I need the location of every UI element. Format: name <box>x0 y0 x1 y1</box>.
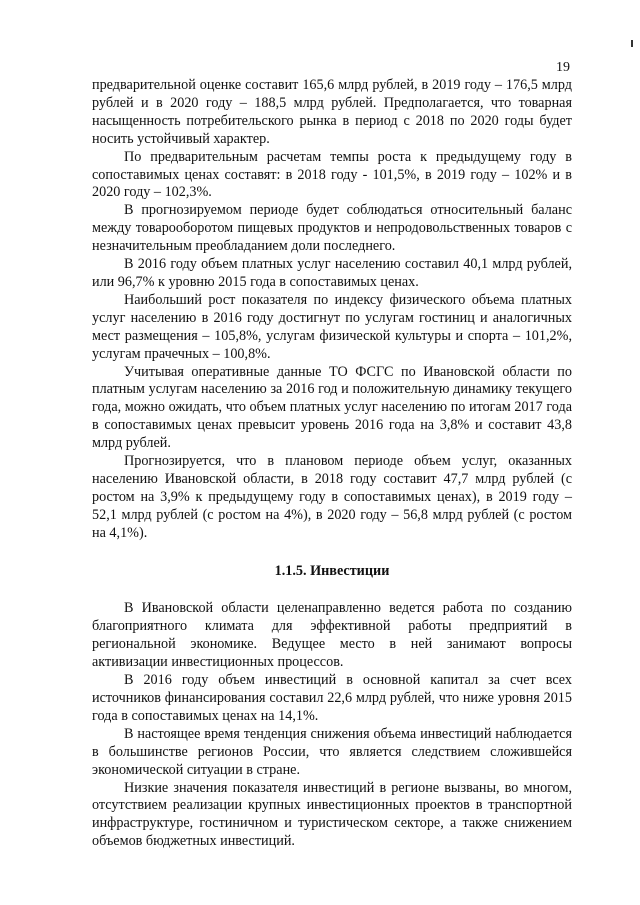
paragraph: Учитывая оперативные данные ТО ФСГС по Ивановской области по платным услугам населению за 2016 год и положительную динамику текущего года, можно ожидать, что объем платных услуг населению по итогам 2017 года в сопоставимых ценах превысит уровень 2016 года на 3,8% и составит 43,8 млрд рублей. <box>92 363 572 452</box>
paragraph: По предварительным расчетам темпы роста к предыдущему году в сопоставимых ценах составят: в 2018 году - 101,5%, в 2019 году – 102% и в 2020 году – 102,3%. <box>92 148 572 201</box>
paragraph: В 2016 году объем платных услуг населению составил 40,1 млрд рублей, или 96,7% к уровню 2015 года в сопоставимых ценах. <box>92 256 572 290</box>
page-number: 19 <box>556 60 570 75</box>
paragraph-continued: предварительной оценке составит 165,6 млрд рублей, в 2019 году – 176,5 млрд рублей и в 2020 году – 188,5 млрд рублей. Предполагается, что товарная насыщенность потребительского рынка в период с 2018 по 2020 годы будет носить устойчивый характер. <box>92 77 572 147</box>
document-body <box>92 77 572 851</box>
paragraph: В 2016 году объем инвестиций в основной капитал за счет всех источников финансирования составил 22,6 млрд рублей, что ниже уровня 2015 года в сопоставимых ценах на 14,1%. <box>92 672 572 724</box>
paragraph: В настоящее время тенденция снижения объема инвестиций наблюдается в большинстве регионов России, что является следствием сложившейся экономической ситуации в стране. <box>92 725 572 778</box>
scan-edge-mark <box>631 40 633 47</box>
paragraph: Низкие значения показателя инвестиций в регионе вызваны, во многом, отсутствием реализации крупных инвестиционных проектов в транспортной инфраструктуре, гостиничном и туристическом секторе, а также снижением объемов бюджетных инвестиций. <box>92 779 572 850</box>
section-heading: 1.1.5. Инвестиции <box>274 562 390 579</box>
paragraph: В Ивановской области целенаправленно ведется работа по созданию благоприятного климата для эффективной работы предприятий в региональной экономике. Ведущее место в ней занимают вопросы активизации инвестиционных процессов. <box>92 600 572 671</box>
paragraph: Наибольший рост показателя по индексу физического объема платных услуг населению в 2016 году достигнут по услугам гостиниц и аналогичных мест размещения – 105,8%, услугам физической культуры и спорта – 101,2%, услугам прачечных – 100,8%. <box>92 291 572 362</box>
paragraph: В прогнозируемом периоде будет соблюдаться относительный баланс между товарооборотом пищевых продуктов и непродовольственных товаров с незначительным преобладанием доли последнего. <box>92 202 572 255</box>
paragraph: Прогнозируется, что в плановом периоде объем услуг, оказанных населению Ивановской области, в 2018 году составит 47,7 млрд рублей (с ростом на 3,9% к предыдущему году в сопоставимых ценах), в 2019 году – 52,1 млрд рублей (с ростом на 4%), в 2020 году – 56,8 млрд рублей (с ростом на 4,1%). <box>92 453 572 541</box>
